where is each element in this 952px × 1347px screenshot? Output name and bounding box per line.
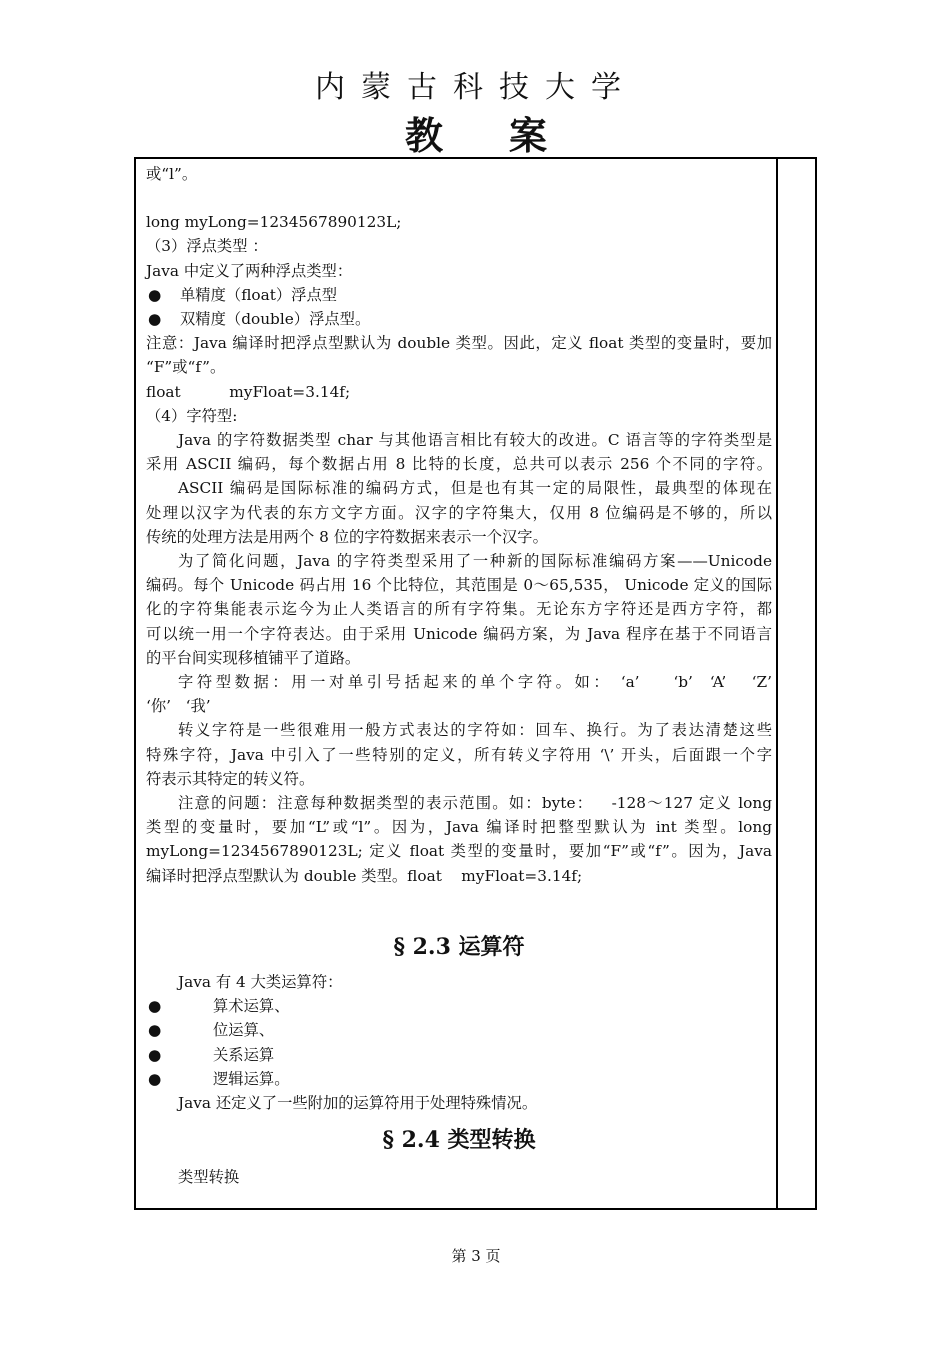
text-line: Java 中定义了两种浮点类型： (146, 261, 353, 280)
subsection-label: （3）浮点类型 ： (146, 237, 268, 256)
list-item (146, 994, 772, 1018)
bullet-icon: ● (148, 285, 162, 304)
text-line: Java 还定义了一些附加的运算符用于处理特殊情况。 (178, 1093, 538, 1112)
lesson-content (146, 162, 772, 1189)
text-line: 注意的问题：注意每种数据类型的表示范围。如：byte： -128～127 定义 long (178, 794, 772, 813)
table-column-divider (776, 159, 778, 1208)
section-heading-2-4: § 2.4 类型转换 (382, 1127, 536, 1154)
text-line: 采用 ASCII 编码，每个数据占用 8 比特的长度，总共可以表示 256 个不同的字符。 (146, 455, 772, 474)
bullet-icon: ● (148, 1069, 162, 1088)
blank-line (146, 186, 772, 210)
text-line: 化的字符集能表示迄今为止人类语言的所有字符集。无论东方字符还是西方字符，都 (146, 600, 772, 619)
text-line: 传统的处理方法是用两个 8 位的字符数据来表示一个汉字。 (146, 527, 548, 546)
list-item (146, 1018, 772, 1042)
text-line: 处理以汉字为代表的东方文字方面。汉字的字符集大，仅用 8 位编码是不够的，所以 (146, 503, 772, 522)
list-item-label: 位运算、 (213, 1021, 275, 1040)
text-line: Java 有 4 大类运算符： (178, 972, 343, 991)
list-item (146, 307, 772, 331)
text-line: Java 的字符数据类型 char 与其他语言相比有较大的改进。C 语言等的字符类型是 (178, 431, 772, 450)
bullet-icon: ● (148, 1045, 162, 1064)
list-item (146, 1043, 772, 1067)
text-line: “F”或“f”。 (146, 358, 226, 377)
text-line: ‘你’ ‘我’ (146, 697, 211, 716)
subsection-label: （4）字符型: (146, 406, 238, 425)
text-line: 特殊字符，Java 中引入了一些特别的定义，所有转义字符用 ‘\’ 开头，后面跟一个字 (146, 745, 772, 764)
list-item-label: 算术运算、 (213, 997, 290, 1016)
university-title: 内蒙古科技大学 (315, 70, 637, 105)
text-line: 或“l”。 (146, 165, 198, 183)
text-line: 字符型数据：用一对单引号括起来的单个字符。如： ‘a’ ‘b’ ‘A’ ‘Z’ (178, 673, 772, 692)
text-line: 转义字符是一些很难用一般方式表达的字符如：回车、换行。为了表达清楚这些 (178, 721, 772, 740)
list-item-label: 逻辑运算。 (213, 1069, 290, 1088)
list-item-label: 双精度（double）浮点型。 (180, 310, 371, 329)
text-line: 可以统一用一个字符表达。由于采用 Unicode 编码方案，为 Java 程序在基于不同语言 (146, 624, 772, 643)
list-item (146, 283, 772, 307)
text-line: 的平台间实现移植铺平了道路。 (146, 648, 361, 667)
bullet-icon: ● (148, 997, 162, 1016)
text-line: 编码。每个 Unicode 码占用 16 个比特位，其范围是 0～65,535， Unicode 定义的国际 (146, 576, 772, 595)
list-item (146, 1067, 772, 1091)
page-number: 第 3 页 (451, 1247, 501, 1265)
list-item-label: 关系运算 (213, 1045, 275, 1064)
bullet-icon: ● (148, 310, 162, 329)
text-line: 类型转换 (178, 1168, 240, 1187)
text-line: 编译时把浮点型默认为 double 类型。float myFloat=3.14f; (146, 866, 583, 885)
text-line: 注意：Java 编译时把浮点型默认为 double 类型。因此，定义 float 类型的变量时，要加 (146, 334, 772, 353)
code-line: float myFloat=3.14f; (146, 382, 351, 401)
text-line: myLong=1234567890123L; 定义 float 类型的变量时，要加“F”或“f”。因为，Java (146, 842, 772, 861)
text-line: 类型的变量时，要加“L”或“l”。因为，Java 编译时把整型默认为 int 类型。long (146, 818, 772, 837)
list-item-label: 单精度（float）浮点型 (180, 285, 338, 304)
lesson-plan-table (134, 157, 817, 1210)
text-line: ASCII 编码是国际标准的编码方式，但是也有其一定的局限性，最典型的体现在 (178, 479, 772, 498)
code-line: long myLong=1234567890123L; (146, 213, 402, 232)
text-line: 符表示其特定的转义符。 (146, 769, 315, 788)
section-heading-2-3: § 2.3 运算符 (393, 933, 525, 960)
text-line: 为了简化问题，Java 的字符类型采用了一种新的国际标准编码方案——Unicode (178, 552, 772, 571)
document-type-title: 教案 (404, 114, 613, 158)
bullet-icon: ● (148, 1021, 162, 1040)
